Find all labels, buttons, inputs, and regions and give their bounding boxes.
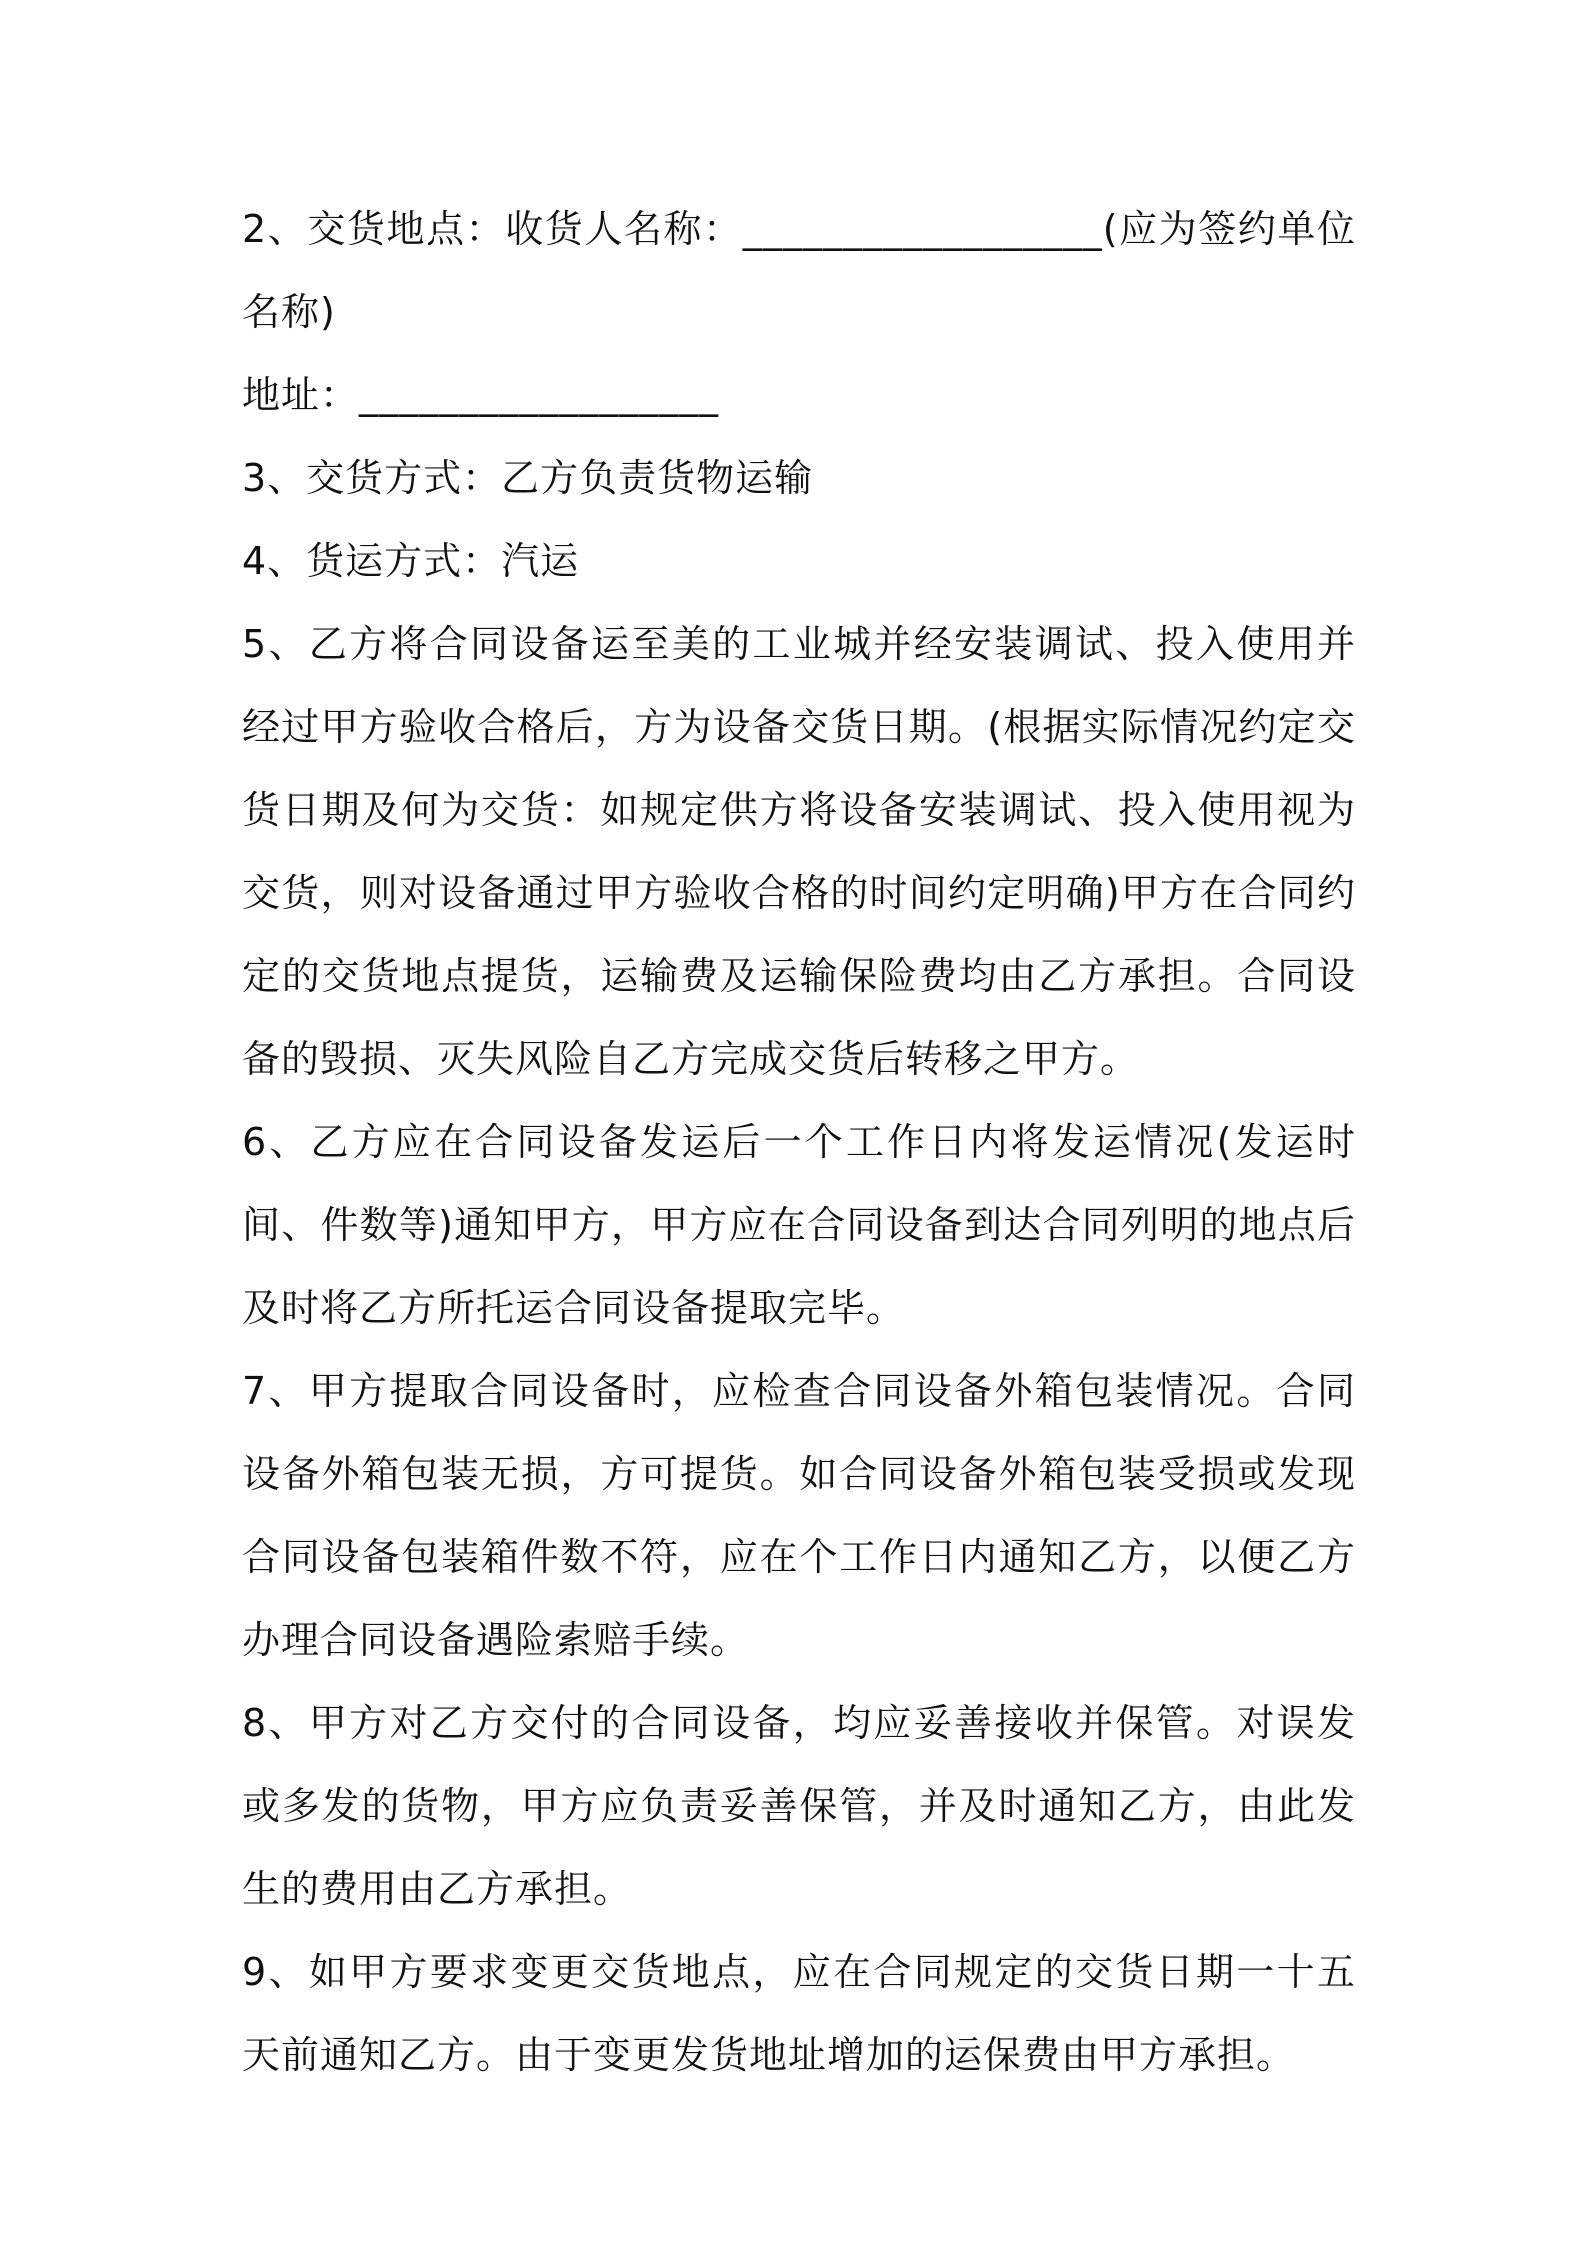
clause-8-custody: 8、甲方对乙方交付的合同设备，均应妥善接收并保管。对误发或多发的货物，甲方应负责妥善保管，并及时通知乙方，由此发生的费用由乙方承担。 xyxy=(242,1701,1356,1911)
clause-2-delivery-location: 2、交货地点：收货人名称：__________________(应为签约单位名称) xyxy=(242,207,1356,334)
clause-6-shipping-notice: 6、乙方应在合同设备发运后一个工作日内将发运情况(发运时间、件数等)通知甲方，甲方应在合同设备到达合同列明的地点后及时将乙方所托运合同设备提取完毕。 xyxy=(242,1120,1356,1330)
clause-3-delivery-method: 3、交货方式：乙方负责货物运输 xyxy=(242,456,814,500)
clause-2-address: 地址：__________________ xyxy=(242,373,720,417)
clause-7-inspection: 7、甲方提取合同设备时，应检查合同设备外箱包装情况。合同设备外箱包装无损，方可提货。如合同设备外箱包装受损或发现合同设备包装箱件数不符，应在个工作日内通知乙方，以便乙方办理合同设备遇险索赔手续。 xyxy=(242,1369,1356,1662)
clause-5-delivery-date: 5、乙方将合同设备运至美的工业城并经安装调试、投入使用并经过甲方验收合格后，方为设备交货日期。(根据实际情况约定交货日期及何为交货：如规定供方将设备安装调试、投入使用视为交货，则对设备通过甲方验收合格的时间约定明确)甲方在合同约定的交货地点提货，运输费及运输保险费均由乙方承担。合同设备的毁损、灭失风险自乙方完成交货后转移之甲方。 xyxy=(242,622,1356,1081)
clause-4-freight-method: 4、货运方式：汽运 xyxy=(242,539,580,583)
clause-9-location-change: 9、如甲方要求变更交货地点，应在合同规定的交货日期一十五天前通知乙方。由于变更发货地址增加的运保费由甲方承担。 xyxy=(242,1950,1356,2077)
